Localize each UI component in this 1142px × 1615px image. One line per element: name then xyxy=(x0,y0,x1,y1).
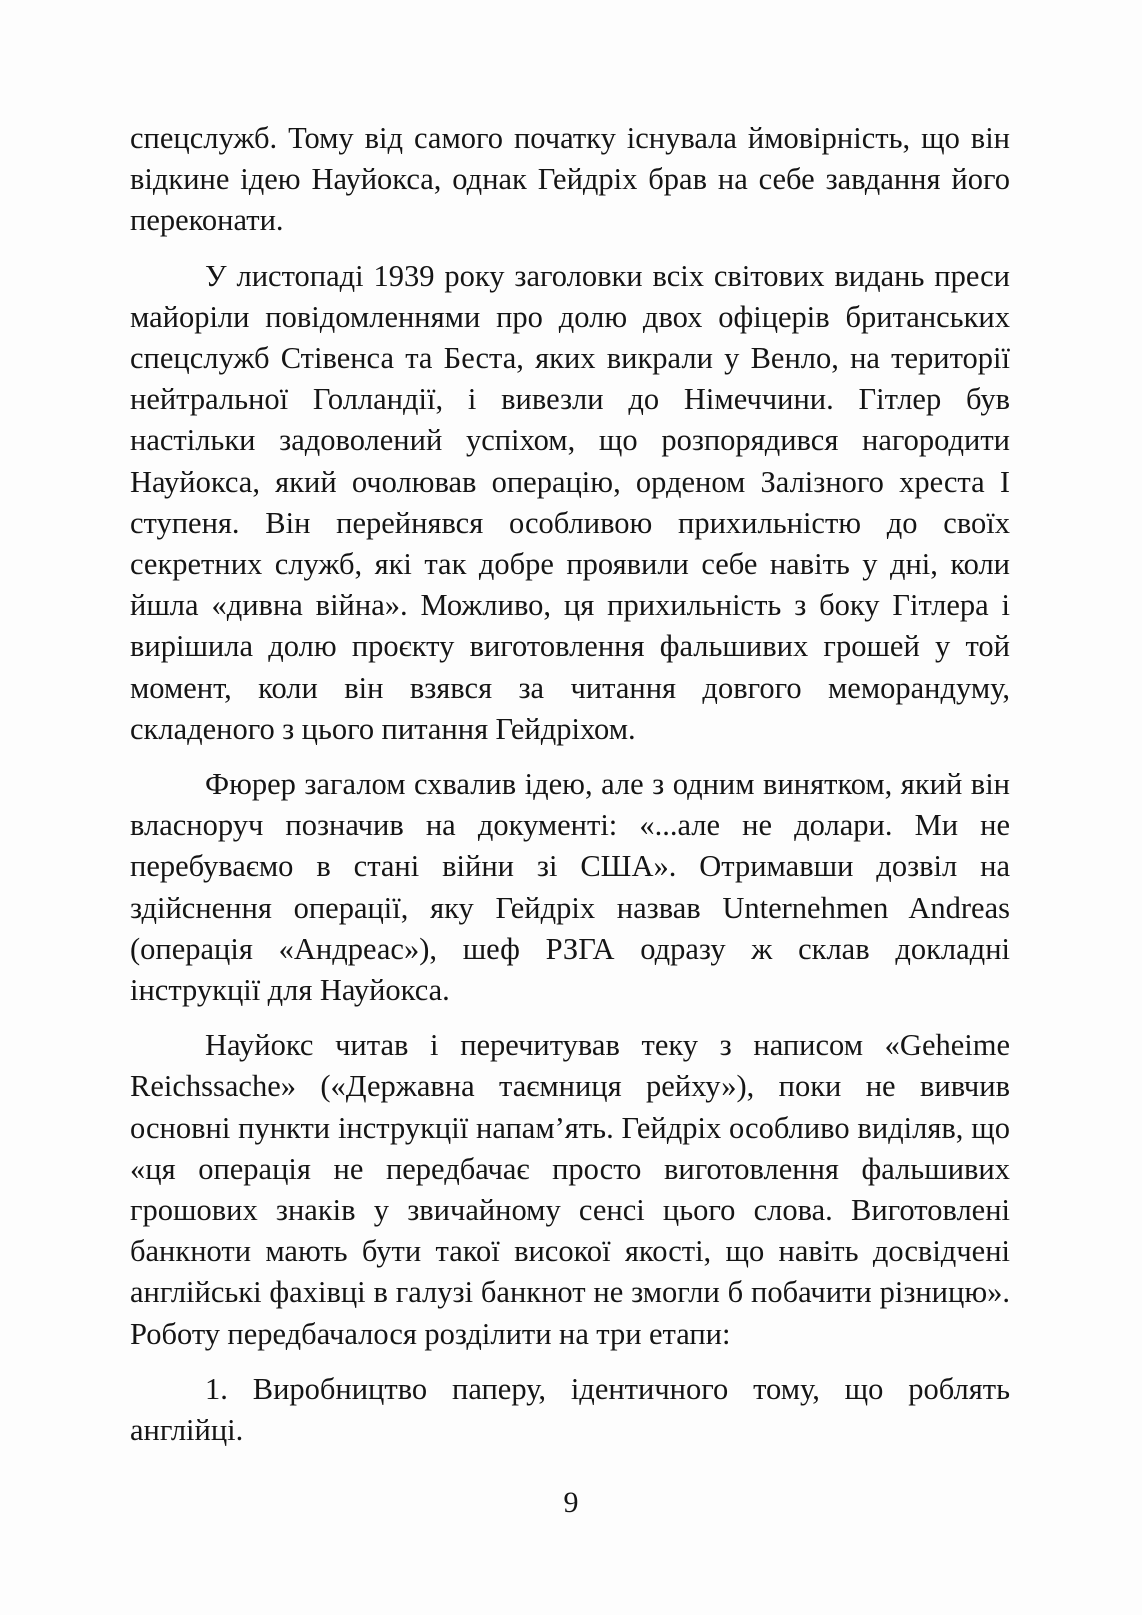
paragraph-continuation: спецслужб. Тому від самого початку існувала ймовірність, що він відкине ідею Науйокса, однак Гейдріх брав на себе завдання його переконати. xyxy=(130,121,1010,238)
paragraph-fuhrer-approval: Фюрер загалом схвалив ідею, але з одним винятком, який він власноруч позначив на документі: «...але не долари. Ми не перебуваємо в стані війни зі США». Отримавши дозвіл на здійснення операції, яку Гейдріх назвав Unternehmen Andreas (операція «Андреас»), шеф РЗГА одразу ж склав докладні інструкції для Науйокса. xyxy=(130,767,1010,1008)
paragraph-list-item-one: 1. Виробництво паперу, ідентичного тому, що роблять англійці. xyxy=(130,1371,1010,1448)
page-text-block xyxy=(130,118,1010,1463)
paragraph-geheime-reichssache: Науйокс читав і перечитував теку з написом «Geheime Reichssache» («Державна таємниця рейху»), поки не вивчив основні пункти інструкції напам’ять. Гейдріх особливо виділяв, що «ця операція не передбачає просто виготовлення фальшивих грошових знаків у звичайному сенсі цього слова. Виготовлені банкноти мають бути такої високої якості, що навіть досвідчені англійські фахівці в галузі банкнот не змогли б побачити різницю». Роботу передбачалося розділити на три етапи: xyxy=(130,1028,1010,1351)
paragraph-november-1939: У листопаді 1939 року заголовки всіх світових видань преси майоріли повідомленнями про долю двох офіцерів британських спецслужб Стівенса та Беста, яких викрали у Венло, на території нейтральної Голландії, і вивезли до Німеччини. Гітлер був настільки задоволений успіхом, що розпорядився нагородити Науйокса, який очолював операцію, орденом Залізного хреста І ступеня. Він перейнявся особливою прихильністю до своїх секретних служб, які так добре проявили себе навіть у дні, коли йшла «дивна війна». Можливо, ця прихильність з боку Гітлера і вирішила долю проєкту виготовлення фальшивих грошей у той момент, коли він взявся за читання довгого меморандуму, складеного з цього питання Гейдріхом. xyxy=(130,258,1010,746)
page-number: 9 xyxy=(563,1486,579,1519)
